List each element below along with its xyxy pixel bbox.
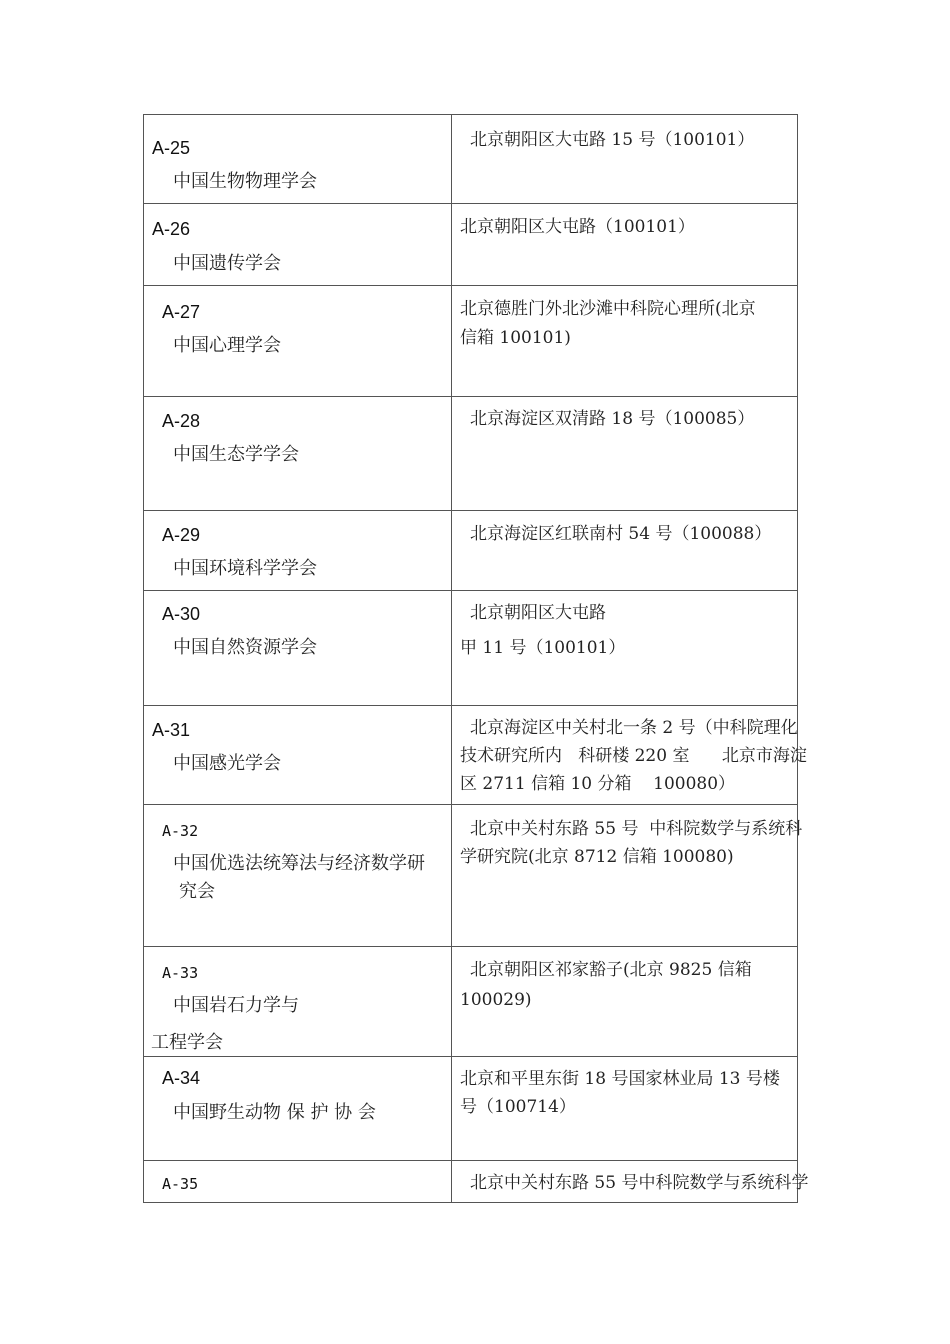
column-divider	[451, 286, 452, 396]
society-name: 中国遗传学会	[173, 253, 281, 274]
society-name: 中国优选法统筹法与经济数学研	[173, 853, 425, 874]
society-name: 中国生态学学会	[173, 444, 299, 465]
society-address: 北京中关村东路 55 号 中科院数学与系统科	[470, 819, 803, 839]
society-address: 北京中关村东路 55 号中科院数学与系统科学	[470, 1173, 809, 1193]
table-row	[144, 706, 807, 805]
table-row	[144, 397, 797, 511]
society-name: 中国岩石力学与	[173, 995, 299, 1016]
row-code: A-29	[162, 525, 201, 545]
row-code: A-35	[162, 1175, 199, 1193]
society-name: 中国心理学会	[173, 335, 281, 356]
society-address: 北京海淀区双清路 18 号（100085）	[470, 409, 755, 429]
row-code: A-30	[162, 604, 201, 624]
row-code: A-25	[152, 138, 191, 158]
society-name: 中国自然资源学会	[173, 637, 317, 658]
society-address: 技术研究所内 科研楼 220 室 北京市海淀	[460, 746, 807, 766]
society-name: 中国野生动物 保 护 协 会	[173, 1102, 376, 1123]
table-row	[144, 204, 797, 286]
table-row	[144, 591, 797, 706]
society-address: 北京海淀区红联南村 54 号（100088）	[470, 524, 772, 544]
column-divider	[451, 511, 452, 590]
society-address: 北京海淀区中关村北一条 2 号（中科院理化	[470, 718, 798, 738]
society-address: 信箱 100101)	[460, 328, 571, 348]
society-name: 中国感光学会	[173, 753, 281, 774]
society-address: 北京和平里东街 18 号国家林业局 13 号楼	[460, 1069, 780, 1089]
society-address: 北京朝阳区大屯路（100101）	[460, 217, 695, 237]
table-row	[144, 805, 803, 947]
society-name: 究会	[179, 881, 215, 902]
column-divider	[451, 204, 452, 285]
row-code: A-33	[162, 964, 199, 982]
table-row	[144, 286, 797, 397]
society-name: 中国环境科学学会	[173, 558, 317, 579]
row-code: A-27	[162, 302, 201, 322]
row-code: A-32	[162, 822, 199, 840]
row-code: A-26	[152, 219, 191, 239]
society-address: 北京朝阳区大屯路	[470, 603, 606, 623]
column-divider	[451, 397, 452, 510]
table-row	[144, 947, 797, 1057]
column-divider	[451, 591, 452, 705]
society-address: 北京德胜门外北沙滩中科院心理所(北京	[460, 299, 756, 319]
column-divider	[451, 805, 452, 946]
table-row	[144, 511, 797, 591]
column-divider	[451, 1057, 452, 1160]
row-code: A-31	[152, 720, 191, 740]
society-address: 学研究院(北京 8712 信箱 100080)	[460, 847, 734, 867]
row-code: A-28	[162, 411, 201, 431]
table-row	[144, 1161, 809, 1202]
column-divider	[451, 947, 452, 1056]
society-address: 区 2711 信箱 10 分箱 100080）	[460, 774, 736, 794]
society-address: 北京朝阳区大屯路 15 号（100101）	[470, 130, 755, 150]
society-address: 北京朝阳区祁家豁子(北京 9825 信箱	[470, 960, 752, 980]
table-row	[144, 1057, 797, 1161]
society-name: 工程学会	[151, 1032, 223, 1053]
society-address: 甲 11 号（100101）	[460, 638, 626, 658]
society-address: 号（100714）	[460, 1097, 576, 1117]
societies-table	[143, 114, 809, 1203]
society-address: 100029)	[460, 990, 532, 1010]
society-name: 中国生物物理学会	[173, 171, 317, 192]
column-divider	[451, 1161, 452, 1202]
column-divider	[451, 115, 452, 203]
table-row	[144, 115, 797, 204]
row-code: A-34	[162, 1068, 201, 1088]
column-divider	[451, 706, 452, 804]
